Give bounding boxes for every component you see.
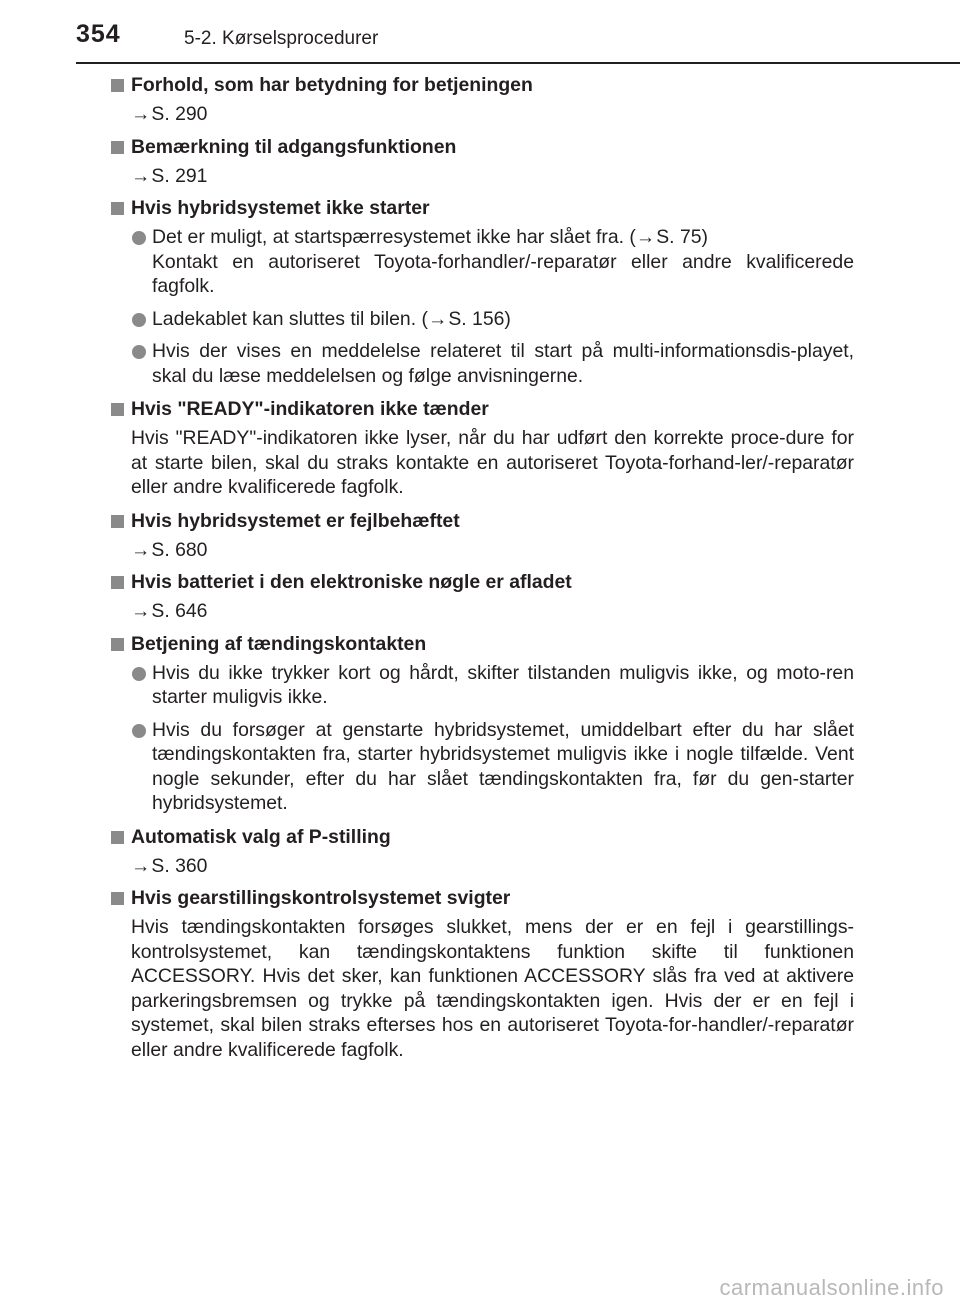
- square-bullet-icon: [111, 576, 124, 589]
- page-reference-text: S. 646: [151, 600, 208, 622]
- section-heading: [109, 195, 854, 221]
- header-divider: [76, 62, 960, 64]
- bullet-text: Hvis der vises en meddelelse relateret til start på multi-informationsdis-playet, skal du læse meddelelsen og følge anvisningerne.: [152, 340, 854, 387]
- section-heading-text: Hvis hybridsystemet ikke starter: [131, 197, 430, 219]
- square-bullet-icon: [111, 831, 124, 844]
- page-reference-text: S. 290: [151, 103, 208, 125]
- page-reference-text: S. 156: [448, 307, 505, 330]
- section-title: 5-2. Kørselsprocedurer: [184, 28, 379, 49]
- arrow-icon: →: [131, 854, 151, 877]
- page-reference-text: S. 291: [151, 164, 208, 187]
- square-bullet-icon: [111, 638, 124, 651]
- bullet-item: [109, 307, 854, 332]
- bullet-text: Ladekablet kan sluttes til bilen. (: [152, 307, 428, 330]
- section: [109, 195, 854, 388]
- section: [109, 631, 854, 816]
- section-reference: [109, 164, 854, 189]
- page-reference-text: S. 680: [151, 538, 208, 561]
- bullet-text-end: ): [701, 226, 708, 248]
- arrow-icon: →: [635, 226, 656, 248]
- page-reference: [131, 539, 207, 561]
- bullet-text: Hvis du ikke trykker kort og hårdt, skifter tilstanden muligvis ikke, og moto-ren starter muligvis ikke.: [152, 661, 854, 708]
- section-heading-text: Automatisk valg af P-stilling: [131, 825, 391, 848]
- round-bullet-icon: [132, 724, 146, 738]
- section-heading: [109, 72, 854, 98]
- page-reference: [131, 165, 207, 187]
- round-bullet-icon: [132, 231, 146, 245]
- bullet-item: [109, 661, 854, 710]
- bullet-continuation: Kontakt en autoriseret Toyota-forhandler/-reparatør eller andre kvalificerede fagfolk.: [152, 250, 854, 297]
- arrow-icon: →: [131, 103, 151, 125]
- section-paragraph: Hvis tændingskontakten forsøges slukket, mens der er en fejl i gearstillings-kontrolsystemet, kan tændingskontaktens funktion skifte til funktionen ACCESSORY. Hvis det sker, kan funktionen ACCESSORY slås fra ved at aktivere parkeringsbremsen og trykke på tændingskontakten igen. Hvis der er en fejl i systemet, skal bilen straks efterses hos en autoriseret Toyota-for-handler/-reparatør eller andre kvalificerede fagfolk.: [131, 916, 854, 1061]
- section: [109, 569, 854, 624]
- section-reference: [109, 538, 854, 563]
- arrow-icon: →: [131, 538, 151, 561]
- section-heading-text: Hvis batteriet i den elektroniske nøgle er afladet: [131, 571, 572, 593]
- watermark: carmanualsonline.info: [719, 1275, 944, 1300]
- page-reference-text: S. 75: [656, 226, 702, 248]
- section-heading: [109, 396, 854, 422]
- section-reference: [109, 102, 854, 127]
- arrow-icon: →: [427, 307, 448, 330]
- arrow-icon: →: [131, 164, 151, 187]
- bullet-item: [109, 225, 854, 299]
- section: [109, 885, 854, 1062]
- page-number: 354: [76, 20, 121, 48]
- square-bullet-icon: [111, 515, 124, 528]
- section-heading: [109, 508, 854, 534]
- section-heading-text: Hvis gearstillingskontrolsystemet svigter: [131, 887, 511, 909]
- section-paragraph: Hvis "READY"-indikatoren ikke lyser, når du har udført den korrekte proce-dure for at starte bilen, skal du straks kontakte en autoriseret Toyota-forhand-ler/-reparatør eller andre kvalificerede fagfolk.: [131, 427, 854, 498]
- square-bullet-icon: [111, 79, 124, 92]
- round-bullet-icon: [132, 667, 146, 681]
- section-heading-text: Bemærkning til adgangsfunktionen: [131, 135, 457, 158]
- bullet-item: [109, 339, 854, 388]
- square-bullet-icon: [111, 202, 124, 215]
- page-reference: [131, 103, 207, 125]
- page-header: [0, 0, 960, 64]
- section-reference: [109, 599, 854, 624]
- page-reference-text: S. 360: [151, 854, 208, 877]
- section-heading: [109, 824, 854, 850]
- section-heading: [109, 631, 854, 657]
- section-heading-text: Hvis hybridsystemet er fejlbehæftet: [131, 509, 460, 532]
- page-reference: [428, 308, 504, 330]
- section: [109, 396, 854, 500]
- page-content: [109, 72, 854, 1070]
- page-reference: [636, 226, 702, 248]
- square-bullet-icon: [111, 403, 124, 416]
- section: [109, 508, 854, 563]
- page-reference: [131, 600, 207, 622]
- section: [109, 134, 854, 189]
- section: [109, 72, 854, 127]
- bullet-text: Hvis du forsøger at genstarte hybridsystemet, umiddelbart efter du har slået tændingskontakten fra, starter hybridsystemet muligvis ikke i nogle tilfælde. Vent nogle sekunder, efter du har slået tændingskontakten fra, før du gen-starter hybridsystemet.: [152, 718, 854, 814]
- section-reference: [109, 854, 854, 879]
- section-heading-text: Forhold, som har betydning for betjeningen: [131, 74, 533, 96]
- bullet-text: Det er muligt, at startspærresystemet ikke har slået fra. (: [152, 226, 636, 248]
- page-reference: [131, 855, 207, 877]
- section: [109, 824, 854, 879]
- section-heading: [109, 134, 854, 160]
- section-heading-text: Hvis "READY"-indikatoren ikke tænder: [131, 398, 489, 420]
- bullet-text-end: ): [504, 307, 511, 330]
- square-bullet-icon: [111, 141, 124, 154]
- section-heading-text: Betjening af tændingskontakten: [131, 632, 427, 655]
- section-heading: [109, 569, 854, 595]
- bullet-item: [109, 718, 854, 816]
- section-heading: [109, 885, 854, 911]
- round-bullet-icon: [132, 313, 146, 327]
- round-bullet-icon: [132, 345, 146, 359]
- arrow-icon: →: [131, 600, 151, 622]
- square-bullet-icon: [111, 892, 124, 905]
